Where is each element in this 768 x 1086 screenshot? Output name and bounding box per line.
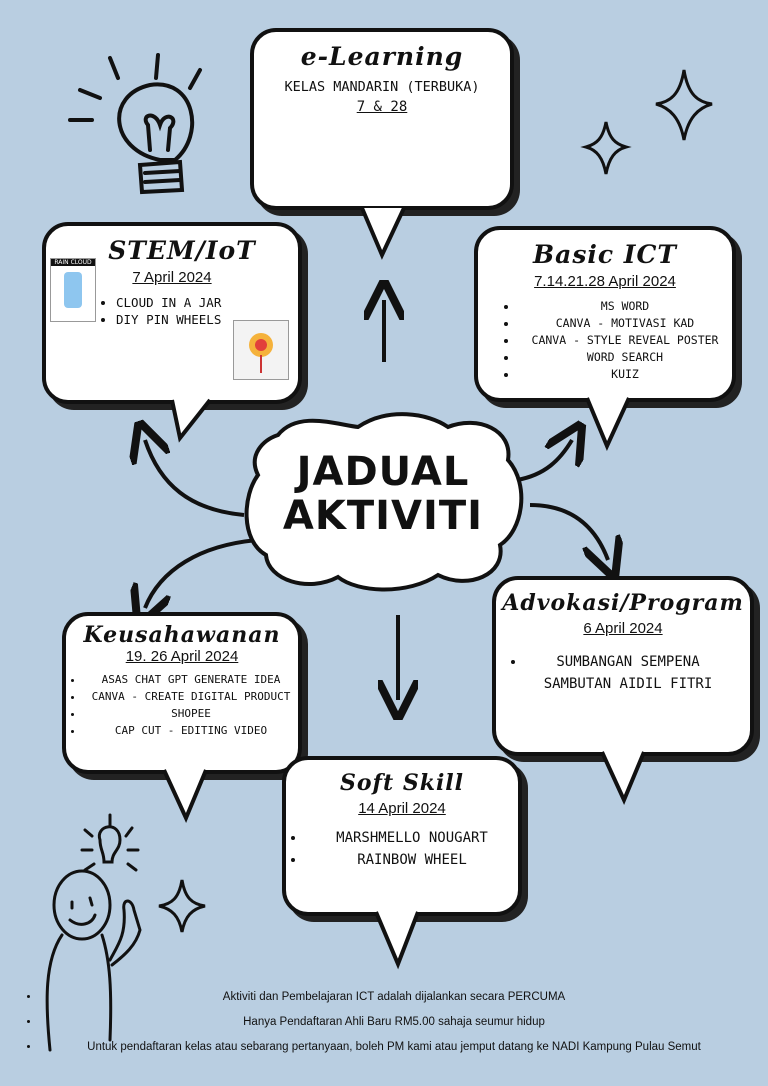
- elearning-subtitle: KELAS MANDARIN (TERBUKA): [284, 79, 480, 95]
- list-item: • CANVA - STYLE REVEAL POSTER: [518, 332, 732, 349]
- rain-cloud-thumbnail: [50, 258, 96, 322]
- lightbulb-icon: [70, 55, 200, 192]
- list-item: • KUIZ: [518, 366, 732, 383]
- keusahawanan-bubble: [62, 612, 302, 774]
- arrow-stem: [145, 440, 244, 515]
- center-title-line1: JADUAL: [296, 449, 470, 495]
- elearning-bubble: [250, 28, 514, 210]
- list-item: • RAINBOW WHEEL: [306, 849, 518, 871]
- advokasi-bubble: [492, 576, 754, 756]
- advokasi-list: [496, 651, 750, 695]
- footer-notes: [0, 985, 768, 1060]
- list-item: • DIY PIN WHEELS: [116, 311, 298, 328]
- center-title: [238, 450, 528, 538]
- basic-ict-title: Basic ICT: [532, 240, 678, 269]
- basic-ict-tail: [585, 392, 635, 452]
- list-item: • ASAS CHAT GPT GENERATE IDEA: [84, 671, 298, 688]
- stem-title: STEM/IoT: [108, 236, 256, 265]
- footer-note: • Aktiviti dan Pembelajaran ICT adalah dijalankan secara PERCUMA: [40, 985, 768, 1010]
- elearning-date: 7 & 28: [356, 99, 408, 115]
- keusahawanan-tail: [162, 764, 212, 824]
- sparkle-icon: [586, 70, 712, 174]
- list-item: • CAP CUT - EDITING VIDEO: [84, 722, 298, 739]
- list-item: • WORD SEARCH: [518, 349, 732, 366]
- soft-skill-bubble: [282, 756, 522, 916]
- advokasi-date: 6 April 2024: [583, 620, 663, 637]
- list-item: • SHOPEE: [84, 705, 298, 722]
- list-item: • CANVA - MOTIVASI KAD: [518, 315, 732, 332]
- basic-ict-date: 7.14.21.28 April 2024: [534, 273, 676, 290]
- list-item: • MS WORD: [518, 298, 732, 315]
- stem-date: 7 April 2024: [132, 269, 212, 286]
- list-item: • CANVA - CREATE DIGITAL PRODUCT: [84, 688, 298, 705]
- elearning-tail: [360, 200, 410, 260]
- elearning-title: e-Learning: [300, 42, 464, 71]
- keusahawanan-date: 19. 26 April 2024: [125, 648, 239, 665]
- list-item: • MARSHMELLO NOUGART: [306, 827, 518, 849]
- soft-skill-date: 14 April 2024: [358, 800, 446, 817]
- stem-tail: [170, 394, 220, 444]
- soft-skill-list: [286, 827, 518, 871]
- center-title-line2: AKTIVITI: [282, 493, 484, 539]
- soft-skill-title: Soft Skill: [339, 770, 465, 796]
- footer-note: • Untuk pendaftaran kelas atau sebarang pertanyaan, boleh PM kami atau jemput datang ke NADI Kampung Pulau Semut: [40, 1035, 768, 1060]
- basic-ict-list: [478, 298, 732, 383]
- pinwheel-thumbnail: [233, 320, 289, 380]
- keusahawanan-list: [66, 671, 298, 739]
- basic-ict-bubble: [474, 226, 736, 402]
- list-item: • CLOUD IN A JAR: [116, 294, 298, 311]
- advokasi-title: Advokasi/Program: [502, 590, 744, 616]
- arrow-advokasi: [530, 505, 608, 560]
- soft-skill-tail: [374, 906, 424, 970]
- advokasi-tail: [600, 746, 650, 806]
- sparkle-small-icon: [159, 880, 205, 932]
- keusahawanan-title: Keusahawanan: [83, 622, 281, 648]
- thumb-label: RAIN CLOUD: [51, 259, 95, 266]
- footer-note: • Hanya Pendaftaran Ahli Baru RM5.00 sahaja seumur hidup: [40, 1010, 768, 1035]
- list-item: • SUMBANGAN SEMPENA SAMBUTAN AIDIL FITRI: [526, 651, 730, 695]
